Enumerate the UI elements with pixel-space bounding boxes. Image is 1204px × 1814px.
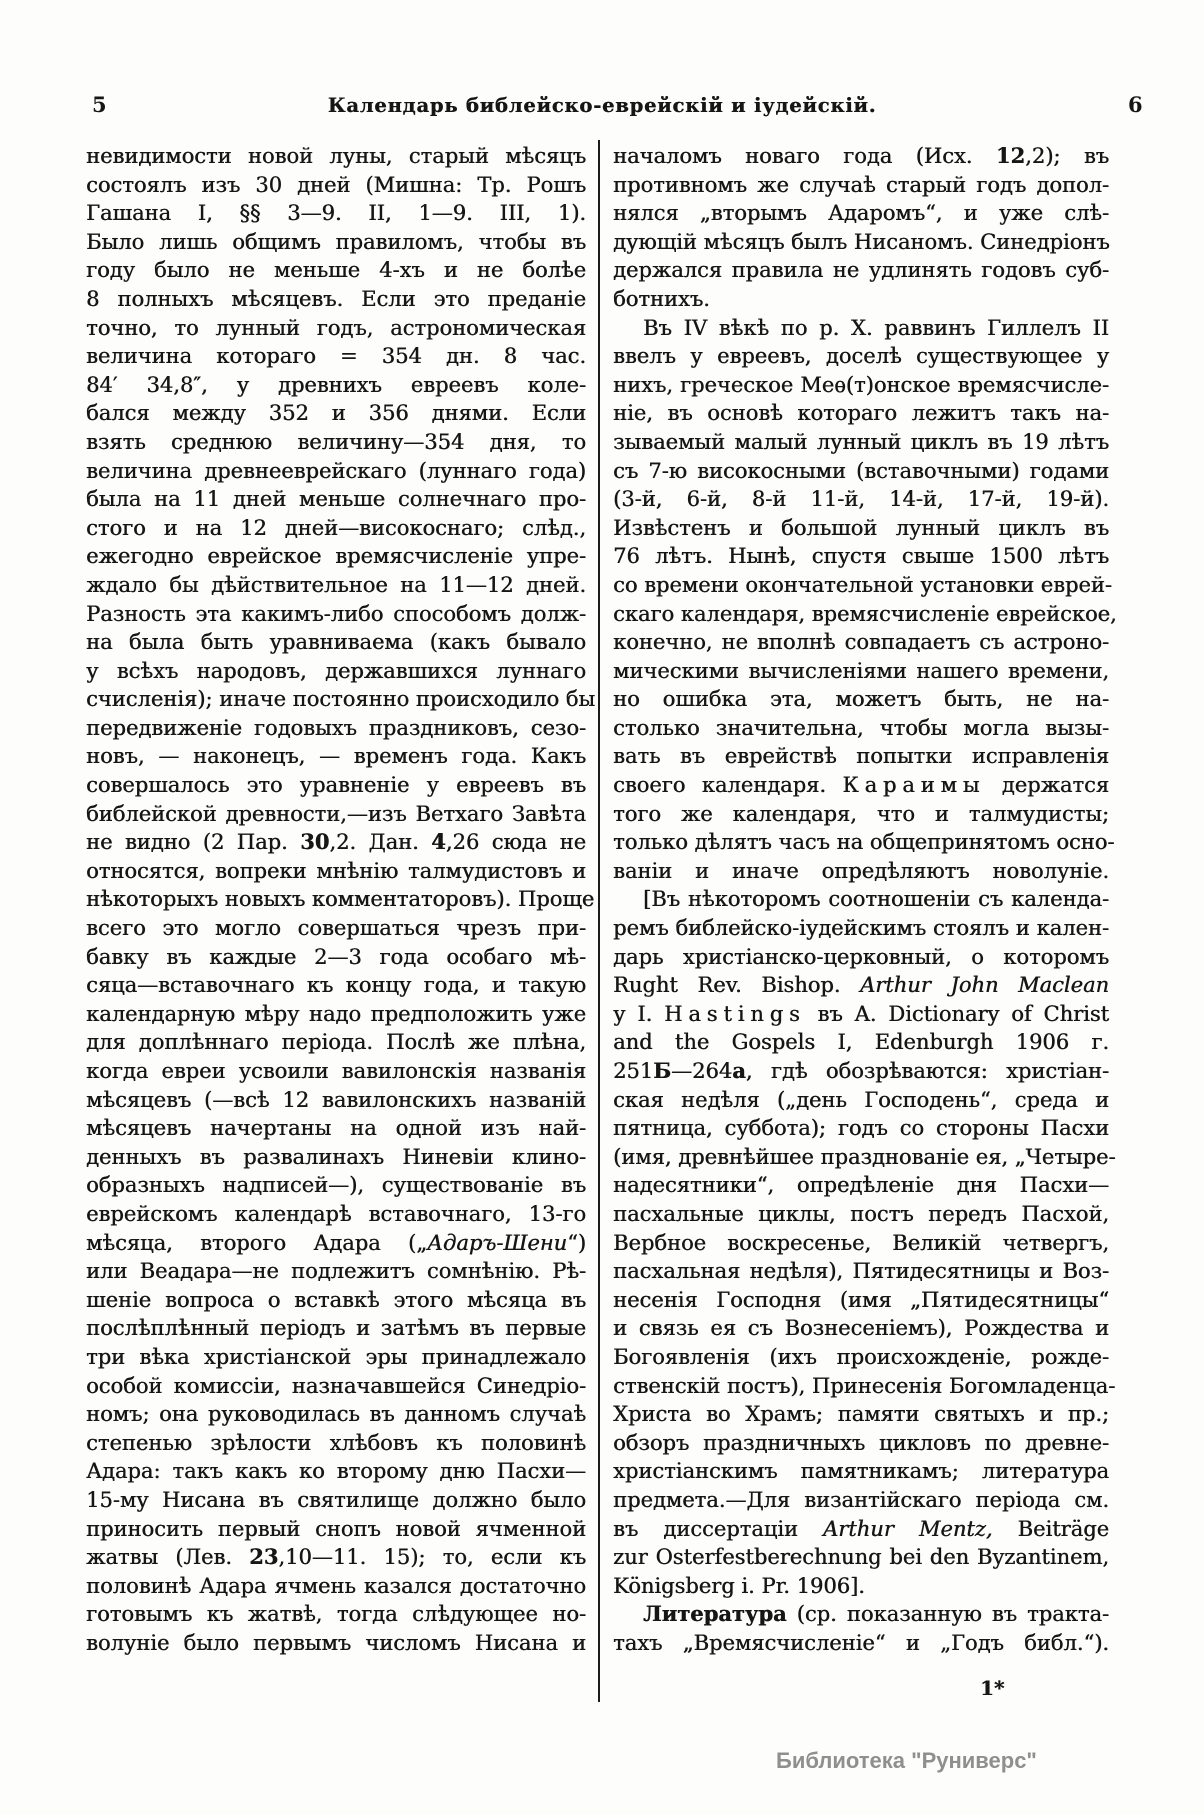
text-line: ждало бы дѣйствительное на 11—12 дней. [86, 572, 586, 597]
text-line: передвиженіе годовыхъ праздниковъ, сезо- [86, 715, 586, 740]
text-line: столько значительна, чтобы могла вызы- [613, 715, 1109, 740]
text-line: скаго календаря, времясчисленіе еврейское, [613, 601, 1117, 626]
text-line: взять среднюю величину—354 дня, то [86, 429, 586, 454]
text-line: Литература (ср. показанную въ тракта- [643, 1601, 1109, 1627]
text-line: съ 7-ю високосными (вставочными) годами [613, 458, 1109, 483]
text-line: христіанскимъ памятникамъ; литература [613, 1459, 1109, 1484]
text-line: только дѣлятъ часъ на общепринятомъ осно- [613, 830, 1115, 855]
text-line: началомъ новаго года (Исх. 12,2); въ [613, 143, 1109, 168]
text-line: три вѣка христіанской эры принадлежало [86, 1344, 586, 1369]
text-line: готовымъ къ жатвѣ, тогда слѣдующее но- [86, 1602, 586, 1627]
text-line: была на 11 дней меньше солнечнаго про- [86, 487, 586, 512]
text-line: (имя, древнѣйшее празднованіе ея, „Четыре- [613, 1144, 1116, 1169]
text-line: шеніе вопроса о вставкѣ этого мѣсяца въ [86, 1287, 586, 1312]
text-line: ежегодно еврейское времясчисленіе упре- [86, 544, 586, 569]
text-line: половинѣ Адара ячмень казался достаточно [86, 1573, 586, 1598]
text-line: у всѣхъ народовъ, державшихся луннаго [86, 658, 586, 683]
text-line: счисленія); иначе постоянно происходило бы [86, 687, 596, 712]
text-line: невидимости новой луны, старый мѣсяцъ [86, 144, 586, 168]
text-line: Königsberg i. Pr. 1906]. [613, 1573, 865, 1598]
text-line: 15-му Нисана въ святилище должно было [86, 1487, 586, 1512]
text-line: (3-й, 6-й, 8-й 11-й, 14-й, 17-й, 19-й). [613, 487, 1109, 512]
text-line: обзоръ праздничныхъ цикловъ по древне- [613, 1430, 1109, 1455]
column-right [613, 142, 1117, 1657]
text-line: когда евреи усвоили вавилонскія названія [86, 1059, 586, 1083]
text-line: бавку въ каждые 2—3 года особаго мѣ- [86, 944, 586, 969]
text-line: но ошибка эта, можетъ быть, не на- [613, 687, 1109, 712]
text-line: ремъ библейско-іудейскимъ стоялъ и кален- [613, 916, 1109, 941]
text-line: ботнихъ. [613, 286, 710, 311]
text-line: надесятники“, опредѣленіе дня Пасхи— [613, 1173, 1109, 1198]
text-line: Rught Rev. Bishop. Arthur John Maclean [613, 973, 1109, 998]
text-line: денныхъ въ развалинахъ Ниневіи клино- [86, 1144, 586, 1169]
text-line: Въ IV вѣкѣ по р. Х. раввинъ Гиллелъ II [643, 315, 1109, 340]
text-line: послѣплѣнный періодъ и затѣмъ въ первые [86, 1316, 586, 1341]
text-line: zur Osterfestberechnung bei den Byzantinem, [613, 1545, 1109, 1570]
text-line: тахъ „Времясчисленіе“ и „Годъ библ.“). [613, 1630, 1109, 1655]
text-line: мическими вычисленіями нашего времени, [613, 658, 1109, 683]
text-line: Вербное воскресенье, Великій четвергъ, [613, 1230, 1109, 1255]
text-line: новъ, — наконецъ, — временъ года. Какъ [86, 744, 586, 769]
text-line: стого и на 12 дней—високоснаго; слѣд., [86, 515, 586, 540]
text-line: вать въ еврействѣ попытки исправленія [613, 744, 1109, 769]
text-line: календарную мѣру надо предположить уже [86, 1001, 586, 1026]
text-line: совершалось это уравненіе у евреевъ въ [86, 773, 586, 798]
text-line: и связь ея съ Вознесеніемъ), Рождества и [613, 1316, 1109, 1341]
text-line: сяца—вставочнаго къ концу года, и такую [86, 973, 586, 998]
text-line: того же календаря, что и талмудисты; [613, 801, 1109, 826]
text-line: на была быть уравниваема (какъ бывало [86, 630, 586, 655]
text-line: предмета.—Для византійскаго періода см. [613, 1487, 1109, 1512]
text-line: году было не меньше 4-хъ и не болѣе [86, 258, 586, 283]
column-divider [598, 140, 600, 1702]
text-line: пасхальные циклы, постъ передъ Пасхой, [613, 1201, 1109, 1226]
text-line: 84′ 34,8″, у древнихъ евреевъ коле- [86, 372, 586, 397]
text-line: дующій мѣсяцъ былъ Нисаномъ. Синедріонъ [613, 229, 1110, 254]
text-line: ніе, въ основѣ котораго лежитъ такъ на- [613, 401, 1109, 426]
text-line: со времени окончательной установки еврей- [613, 572, 1112, 597]
text-line: [Въ нѣкоторомъ соотношеніи съ календа- [643, 887, 1109, 912]
text-line: мѣсяцевъ начертаны на одной изъ най- [86, 1116, 586, 1141]
text-line: величина котораго = 354 дн. 8 час. [86, 344, 586, 369]
text-line: всего это могло совершаться чрезъ при- [86, 916, 586, 941]
text-line: 251Б—264а, гдѣ обозрѣваются: христіан- [613, 1058, 1109, 1083]
text-line: зываемый малый лунный циклъ въ 19 лѣтъ [613, 429, 1109, 454]
text-line: не видно (2 Пар. 30,2. Дан. 4,26 сюда не [86, 829, 586, 855]
text-line: еврейскомъ календарѣ вставочнаго, 13-го [86, 1201, 586, 1226]
text-line: для доплѣннаго періода. Послѣ же плѣна, [86, 1030, 586, 1055]
text-line: нихъ, греческое Меѳ(т)онское времясчисле- [613, 372, 1109, 397]
text-line: противномъ же случаѣ старый годъ допол- [613, 172, 1109, 197]
text-line: особой комиссіи, назначавшейся Синедріо- [86, 1373, 586, 1398]
text-line: точно, то лунный годъ, астрономическая [86, 315, 586, 340]
text-line: приносить первый снопъ новой ячменной [86, 1516, 586, 1541]
text-line: нѣкоторыхъ новыхъ комментаторовъ). Проще [86, 887, 595, 912]
text-line: Богоявленія (ихъ происхожденіе, рожде- [613, 1344, 1109, 1369]
page-number-left: 5 [92, 92, 107, 117]
text-line: ственскій постъ), Принесенія Богомладенца- [613, 1373, 1116, 1398]
text-line: степенью зрѣлости хлѣбовъ къ половинѣ [86, 1430, 586, 1455]
library-watermark: Библиотека "Руниверс" [776, 1748, 1037, 1773]
text-line: нялся „вторымъ Адаромъ“, и уже слѣ- [613, 201, 1109, 226]
text-line: Было лишь общимъ правиломъ, чтобы въ [86, 229, 586, 254]
text-line: Разность эта какимъ-либо способомъ долж- [86, 601, 586, 626]
text-line: номъ; она руководилась въ данномъ случаѣ [86, 1402, 586, 1427]
text-line: несенія Господня (имя „Пятидесятницы“ [613, 1287, 1109, 1312]
text-line: волуніе было первымъ числомъ Нисана и [86, 1630, 586, 1655]
text-line: Адара: такъ какъ ко второму дню Пасхи— [86, 1459, 586, 1484]
page-number-right: 6 [1128, 92, 1143, 117]
text-line: ваніи и иначе опредѣляютъ новолуніе. [613, 858, 1109, 883]
text-line: мѣсяца, второго Адара („Адаръ-Шени“) [86, 1230, 586, 1255]
text-line: или Веадара—не подлежитъ сомнѣнію. Рѣ- [86, 1259, 586, 1284]
text-line: у I. Hastings въ A. Dictionary of Christ [613, 1001, 1109, 1026]
text-line: Христа во Храмъ; памяти святыхъ и пр.; [613, 1402, 1109, 1427]
text-line: Гашана I, §§ 3—9. II, 1—9. III, 1). [86, 201, 586, 226]
text-line: держался правила не удлинять годовъ суб- [613, 258, 1109, 283]
text-line: дарь христіанско-церковный, о которомъ [613, 944, 1109, 969]
text-line: состоялъ изъ 30 дней (Мишна: Тр. Рошъ [86, 172, 586, 197]
text-line: образныхъ надписей—), существованіе въ [86, 1173, 586, 1198]
page-title: Календарь библейско-еврейскій и іудейскій. [327, 94, 877, 117]
text-line: Извѣстенъ и большой лунный циклъ въ [613, 515, 1109, 540]
text-line: 76 лѣтъ. Нынѣ, спустя свыше 1500 лѣтъ [613, 544, 1109, 569]
text-line: ввелъ у евреевъ, доселѣ существующее у [613, 344, 1109, 369]
text-line: пасхальная недѣля), Пятидесятницы и Воз- [613, 1259, 1109, 1284]
text-line: библейской древности,—изъ Ветхаго Завѣта [86, 801, 586, 826]
text-line: относятся, вопреки мнѣнію талмудистовъ и [86, 858, 586, 883]
text-line: ская недѣля („день Господень“, среда и [613, 1087, 1109, 1112]
text-line: величина древнееврейскаго (луннаго года) [86, 458, 586, 483]
text-line: 8 полныхъ мѣсяцевъ. Если это преданіе [86, 286, 586, 311]
text-line: своего календаря. Караимы держатся [613, 773, 1109, 798]
text-line: бался между 352 и 356 днями. Если [86, 401, 586, 426]
signature-mark: 1* [980, 1676, 1005, 1700]
text-line: конечно, не вполнѣ совпадаетъ съ астроно- [613, 630, 1109, 655]
text-line: and the Gospels I, Edenburgh 1906 г. [613, 1030, 1109, 1055]
text-line: въ диссертаціи Arthur Mentz, Beiträge [613, 1516, 1109, 1541]
text-line: жатвы (Лев. 23,10—11. 15); то, если къ [86, 1544, 586, 1570]
text-line: пятница, суббота); годъ со стороны Пасхи [613, 1116, 1109, 1141]
column-left [86, 142, 596, 1657]
text-line: мѣсяцевъ (—всѣ 12 вавилонскихъ названій [86, 1087, 586, 1112]
